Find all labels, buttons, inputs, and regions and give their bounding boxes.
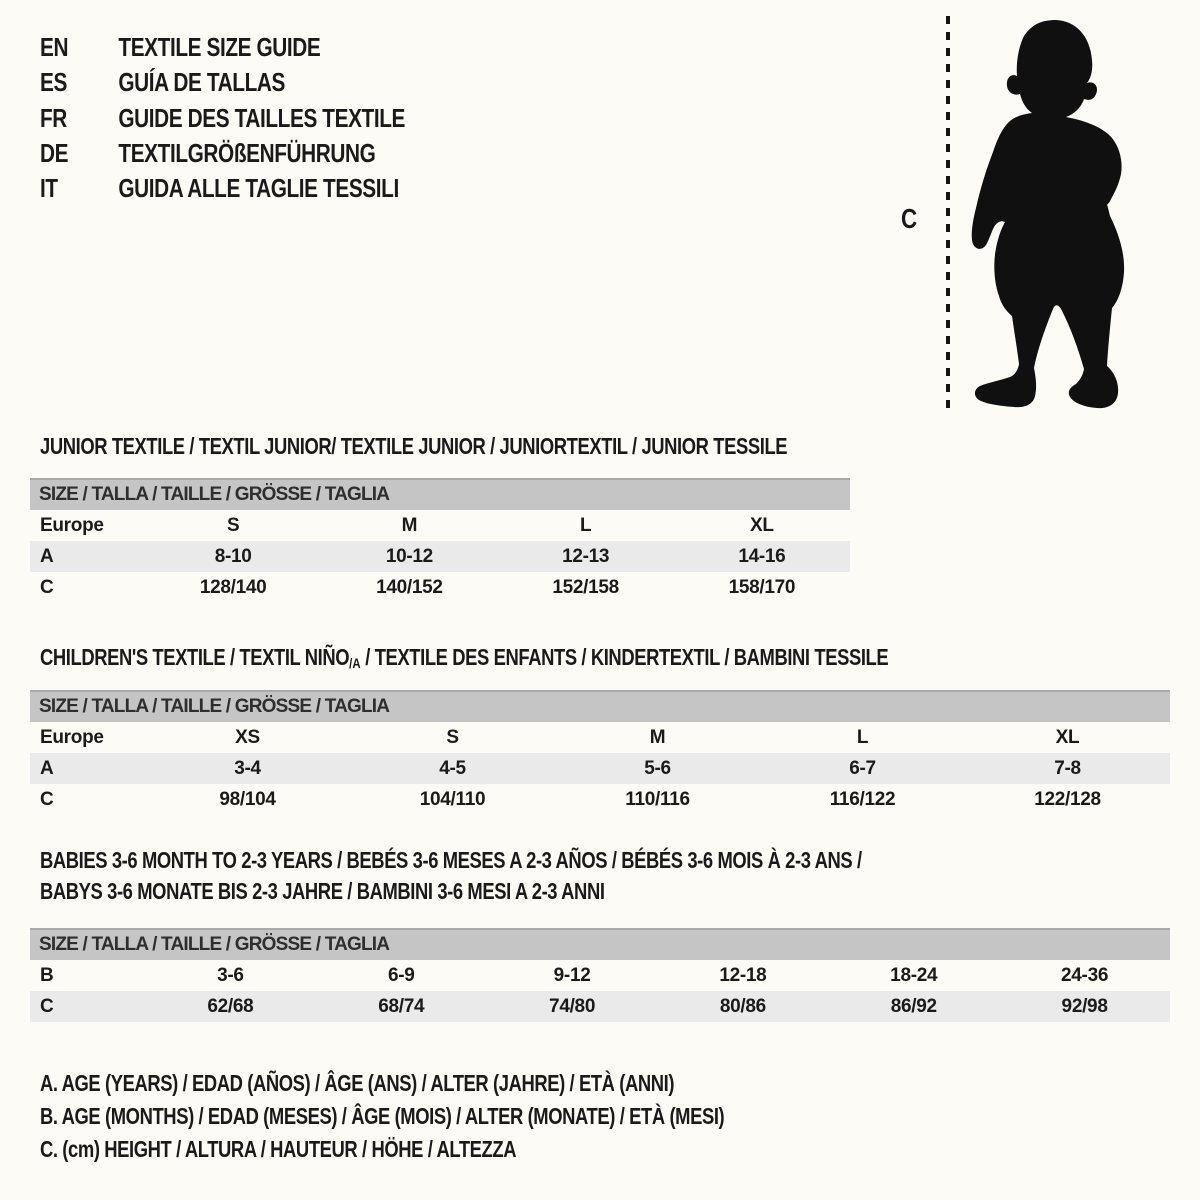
table-cell: 14-16: [674, 541, 850, 572]
junior-size-table: [30, 478, 850, 603]
table-cell: 4-5: [350, 753, 555, 784]
table-cell: 7-8: [965, 753, 1170, 784]
language-code: IT: [40, 173, 58, 204]
height-measure-label: C: [901, 203, 918, 234]
table-cell: 3-6: [217, 964, 244, 986]
row-label: A: [30, 753, 145, 784]
table-cell: 122/128: [1034, 788, 1101, 810]
size-column-label: L: [856, 726, 869, 748]
size-column-label: XL: [750, 514, 774, 536]
table-cell: 9-12: [553, 964, 591, 986]
table-cell: 68/74: [316, 991, 487, 1022]
junior-section-title: JUNIOR TEXTILE / TEXTIL JUNIOR/ TEXTILE JUNIOR / JUNIORTEXTIL / JUNIOR TESSILE: [40, 433, 788, 459]
children-columns-row: [30, 722, 1170, 753]
language-title: GUÍA DE TALLAS: [118, 67, 285, 98]
table-cell: 12-18: [719, 964, 767, 986]
size-header-label: SIZE / TALLA / TAILLE / GRÖSSE / TAGLIA: [30, 691, 1170, 722]
babies-section-title: [40, 845, 862, 907]
size-header-row: [30, 691, 1170, 722]
row-label: C: [30, 991, 145, 1022]
table-cell: 74/80: [487, 991, 658, 1022]
table-cell: 6-7: [760, 753, 965, 784]
size-column-label: S: [226, 514, 240, 536]
table-cell: 128/140: [199, 576, 267, 598]
table-cell: 12-13: [498, 541, 674, 572]
size-header-label: SIZE / TALLA / TAILLE / GRÖSSE / TAGLIA: [30, 479, 850, 510]
height-measure-dashed-line: [946, 16, 950, 416]
table-cell: 98/104: [219, 788, 276, 810]
size-column-label: M: [649, 726, 666, 748]
size-column-label: XL: [1055, 726, 1080, 748]
language-code: ES: [40, 67, 67, 98]
babies-title-line2: BABYS 3-6 MONATE BIS 2-3 JAHRE / BAMBINI 3-6 MESI A 2-3 ANNI: [40, 878, 605, 904]
row-label: C: [40, 788, 54, 810]
size-header-row: [30, 479, 850, 510]
table-cell: 5-6: [555, 753, 760, 784]
language-code: EN: [40, 32, 69, 62]
junior-columns-row: [30, 510, 850, 541]
language-row: [40, 101, 405, 136]
region-label: Europe: [40, 514, 104, 536]
junior-row-height: [30, 572, 850, 603]
children-title-post: / TEXTILE DES ENFANTS / KINDERTEXTIL / BAMBINI TESSILE: [360, 644, 889, 670]
language-row: [40, 171, 405, 206]
table-cell: 152/158: [552, 576, 619, 598]
table-cell: 86/92: [828, 991, 999, 1022]
children-row-age: [30, 753, 1170, 784]
children-row-height: [30, 784, 1170, 815]
language-title: TEXTILE SIZE GUIDE: [118, 32, 321, 62]
table-cell: 158/170: [728, 576, 796, 598]
language-code: FR: [40, 102, 67, 133]
language-row: [40, 136, 405, 171]
row-label: A: [30, 541, 145, 572]
table-cell: 80/86: [657, 991, 828, 1022]
size-column-label: XS: [235, 726, 260, 748]
size-column-label: S: [446, 726, 459, 748]
toddler-silhouette-icon: [962, 12, 1152, 422]
size-header-label: SIZE / TALLA / TAILLE / GRÖSSE / TAGLIA: [30, 929, 1170, 960]
babies-row-months: [30, 960, 1170, 991]
table-cell: 62/68: [145, 991, 316, 1022]
table-cell: 8-10: [145, 541, 321, 572]
toddler-silhouette-path: [972, 20, 1124, 408]
language-row: [40, 65, 405, 100]
babies-title-line1: BABIES 3-6 MONTH TO 2-3 YEARS / BEBÉS 3-6 MESES A 2-3 AÑOS / BÉBÉS 3-6 MOIS À 2-3 ANS /: [40, 847, 862, 873]
size-column-label: M: [401, 514, 418, 536]
children-section-title: [40, 642, 888, 680]
children-title-sub: /A: [349, 656, 361, 673]
table-cell: 6-9: [387, 964, 415, 986]
table-cell: 24-36: [1061, 964, 1109, 986]
babies-row-height: [30, 991, 1170, 1022]
table-cell: 140/152: [376, 576, 443, 598]
table-cell: 18-24: [890, 964, 938, 986]
row-label: C: [40, 576, 54, 598]
children-title-pre: CHILDREN'S TEXTILE / TEXTIL NIÑO: [40, 644, 350, 670]
table-cell: 10-12: [321, 541, 497, 572]
size-header-row: [30, 929, 1170, 960]
region-label: Europe: [40, 726, 104, 748]
table-cell: 3-4: [145, 753, 350, 784]
junior-row-age: [30, 541, 850, 572]
language-title: GUIDA ALLE TAGLIE TESSILI: [118, 173, 399, 204]
language-list: [40, 30, 405, 206]
size-column-label: L: [579, 514, 592, 536]
table-cell: 116/122: [829, 788, 896, 810]
children-size-table: [30, 690, 1170, 815]
table-cell: 92/98: [999, 991, 1170, 1022]
babies-size-table: [30, 928, 1170, 1022]
legend-line-b: B. AGE (MONTHS) / EDAD (MESES) / ÂGE (MOIS) / ALTER (MONATE) / ETÀ (MESI): [40, 1103, 725, 1129]
language-code: DE: [40, 137, 69, 168]
row-label: B: [40, 964, 54, 986]
language-row: [40, 30, 405, 65]
legend-line-a: A. AGE (YEARS) / EDAD (AÑOS) / ÂGE (ANS) / ALTER (JAHRE) / ETÀ (ANNI): [40, 1070, 675, 1096]
legend-line-c: C. (cm) HEIGHT / ALTURA / HAUTEUR / HÖHE / ALTEZZA: [40, 1136, 517, 1162]
table-cell: 104/110: [419, 788, 486, 810]
language-title: TEXTILGRÖßENFÜHRUNG: [118, 137, 376, 168]
table-cell: 110/116: [625, 788, 690, 810]
language-title: GUIDE DES TAILLES TEXTILE: [118, 102, 406, 133]
